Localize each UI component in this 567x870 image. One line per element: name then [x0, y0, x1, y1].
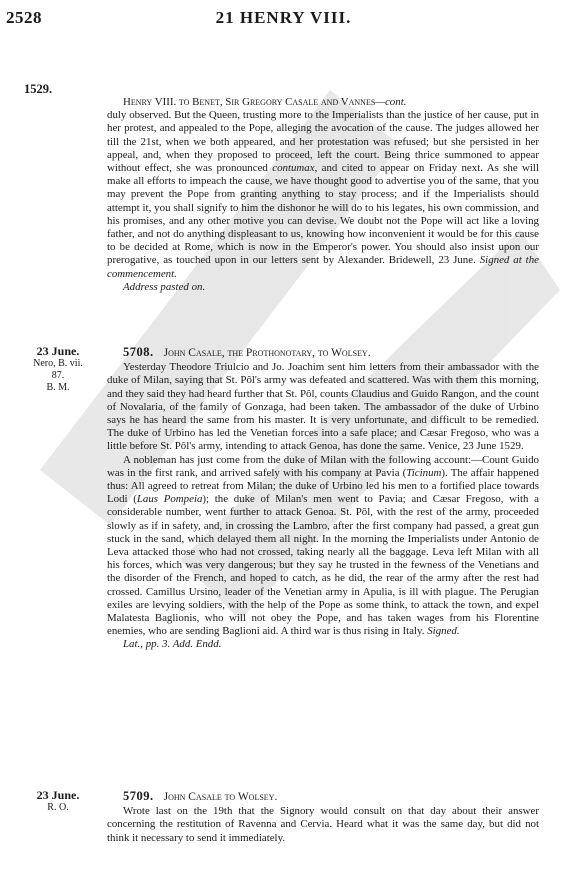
entry-5709-repository: R. O. — [47, 802, 69, 813]
entry-5708-margin — [18, 344, 98, 394]
entry-5708-heading: 5708. John Casale, the Prothonotary, to Wolsey. — [123, 345, 371, 359]
entry-5709-date: 23 June. — [36, 788, 80, 802]
entry-5709-para: Wrote last on the 19th that the Signory would consult on that day about their answer concerning the restitution of Ravenna and Cervia. Heard what it was the same day, but did not think it necessary to send it immediately. — [107, 805, 539, 844]
continued-body: duly observed. But the Queen, trusting more to the Imperialists than the justice of her cause, put in her protest, and appealed to the Pope, alleging the avocation of the cause. The judges allowed her till the 21st, when we both appeared, and her protestation was refused; but she persisted in her appeal, and, when they proposed to proceed, left the court. Being thrice summoned to appear without effect, she was pronounced contumax, and cited to appear on Friday next. As she will make all efforts to impeach the cause, we have thought good to advertise you of the same, that you may prevent the Pope from granting anything to stay process; and if the Imperialists should attempt it, you shall signify to him the dishonor he will do to his legates, his own commission, and his promises, and any other motive you can devise. We doubt not the Pope will act like a loving father, and not do anything displeasant to us, knowing how inconvenient it would be for this cause to be decided at Rome, which is now in the Emperor's power. You should also insist upon our prerogative, as touched upon in our letters sent by Alexander. Bridewell, 23 June. Signed at the commencement. — [107, 109, 539, 280]
entry-5708-para-1: Yesterday Theodore Triulcio and Jo. Joachim sent him letters from their ambassador with the duke of Milan, saying that St. Pôl's army was defeated and scattered. Was with them this morning, and they said they had heard further that St. Pôl, counts Claudius and Guido Rangon, and the count of Novalaria, of the family of Gonzaga, had been taken. The ambassador of the duke of Urbino says he has heard the same from his master. It is very unfortunate, and difficult to be remedied. The duke of Urbino has led the Venetian forces into a safe place; and Cæsar Fregoso, who was a little before St. Pôl's army, intending to attack Genoa, has done the same. Venice, 23 June 1529. — [107, 361, 539, 453]
continued-letter — [107, 96, 539, 294]
address-note: Address pasted on. — [123, 280, 206, 293]
page-number: 2528 — [6, 8, 42, 27]
running-title: 21 HENRY VIII. — [215, 8, 352, 27]
entry-5708 — [107, 346, 539, 652]
entry-5709-heading: 5709. John Casale to Wolsey. — [123, 789, 278, 803]
entry-5709-margin — [18, 788, 98, 814]
entry-5708-ref: Nero, B. vii. — [33, 358, 83, 369]
entry-5708-date: 23 June. — [36, 344, 80, 358]
year-marker: 1529. — [24, 82, 53, 96]
entry-5709 — [107, 790, 539, 845]
entry-5708-repository: B. M. — [46, 382, 70, 393]
continued-heading: Henry VIII. to Benet, Sir Gregory Casale and Vannes—cont. — [123, 96, 407, 108]
entry-5708-para-2: A nobleman has just come from the duke of Milan with the following account:—Count Guido was in the first rank, and arrived safely with his company at Pavia (Ticinum). The affair happened thus: All agreed to retreat from Milan; the duke of Urbino led his men to a fortified place towards Lodi (Laus Pompeia); the duke of Milan's men went to Pavia; and Cæsar Fregoso, with a considerable number, went further to attack Genoa. St. Pôl, with the rest of the army, proceeded slowly as if in safety, and, in crossing the Lambro, after the first company had passed, a great gun stuck in the sand, which delayed them all night. In the morning the Imperialists under Antonio de Leva attacked those who had not crossed, taking nearly all the baggage. Leva left Milan with all his forces, which was very dangerous; but they say he trusted in the fewness of the Venetians and the disorder of the French, and hoped to catch, as he did, the rear of the army after the rest had crossed. Camillus Ursino, leader of the Venetian army in Apulia, is ill with plague. The Perugian exiles are levying soldiers, with the help of the Pope as some think, to attack the town, and expel Malatesta Baglionis, who will not obey the Pope, and has taken wages from his Florentine enemies, who are sending Baglioni aid. A third war is thus rising in Italy. Signed. — [107, 453, 539, 638]
entry-5708-ref-folio: 87. — [51, 370, 65, 381]
entry-5708-footer: Lat., pp. 3. Add. Endd. — [123, 638, 222, 651]
